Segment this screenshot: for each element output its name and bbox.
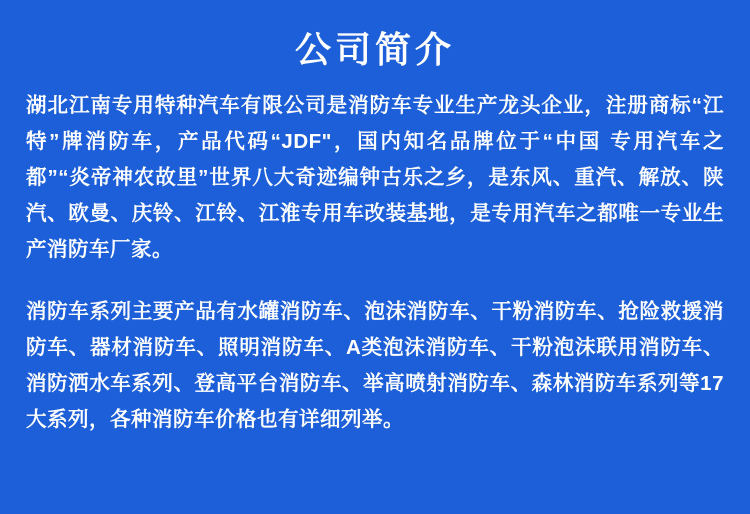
paragraph-2: 消防车系列主要产品有水罐消防车、泡沫消防车、干粉消防车、抢险救援消防车、器材消防车、照明消防车、A类泡沫消防车、干粉泡沫联用消防车、消防洒水车系列、登高平台消防车、举高喷射消防车、森林消防车系列等17大系列，各种消防车价格也有详细列举。 [26, 300, 724, 431]
profile-body [20, 88, 730, 438]
paragraph-1: 湖北江南专用特种汽车有限公司是消防车专业生产龙头企业，注册商标“江特”牌消防车，产品代码“JDF"，国内知名品牌位于“中国 专用汽车之都”“炎帝神农故里”世界八大奇迹编钟古乐之乡，是东风、重汽、解放、陕汽、欧曼、庆铃、江铃、江淮专用车改装基地，是专用汽车之都唯一专业生产消防车厂家。 [26, 94, 724, 261]
page-title: 公司简介 [294, 29, 455, 70]
